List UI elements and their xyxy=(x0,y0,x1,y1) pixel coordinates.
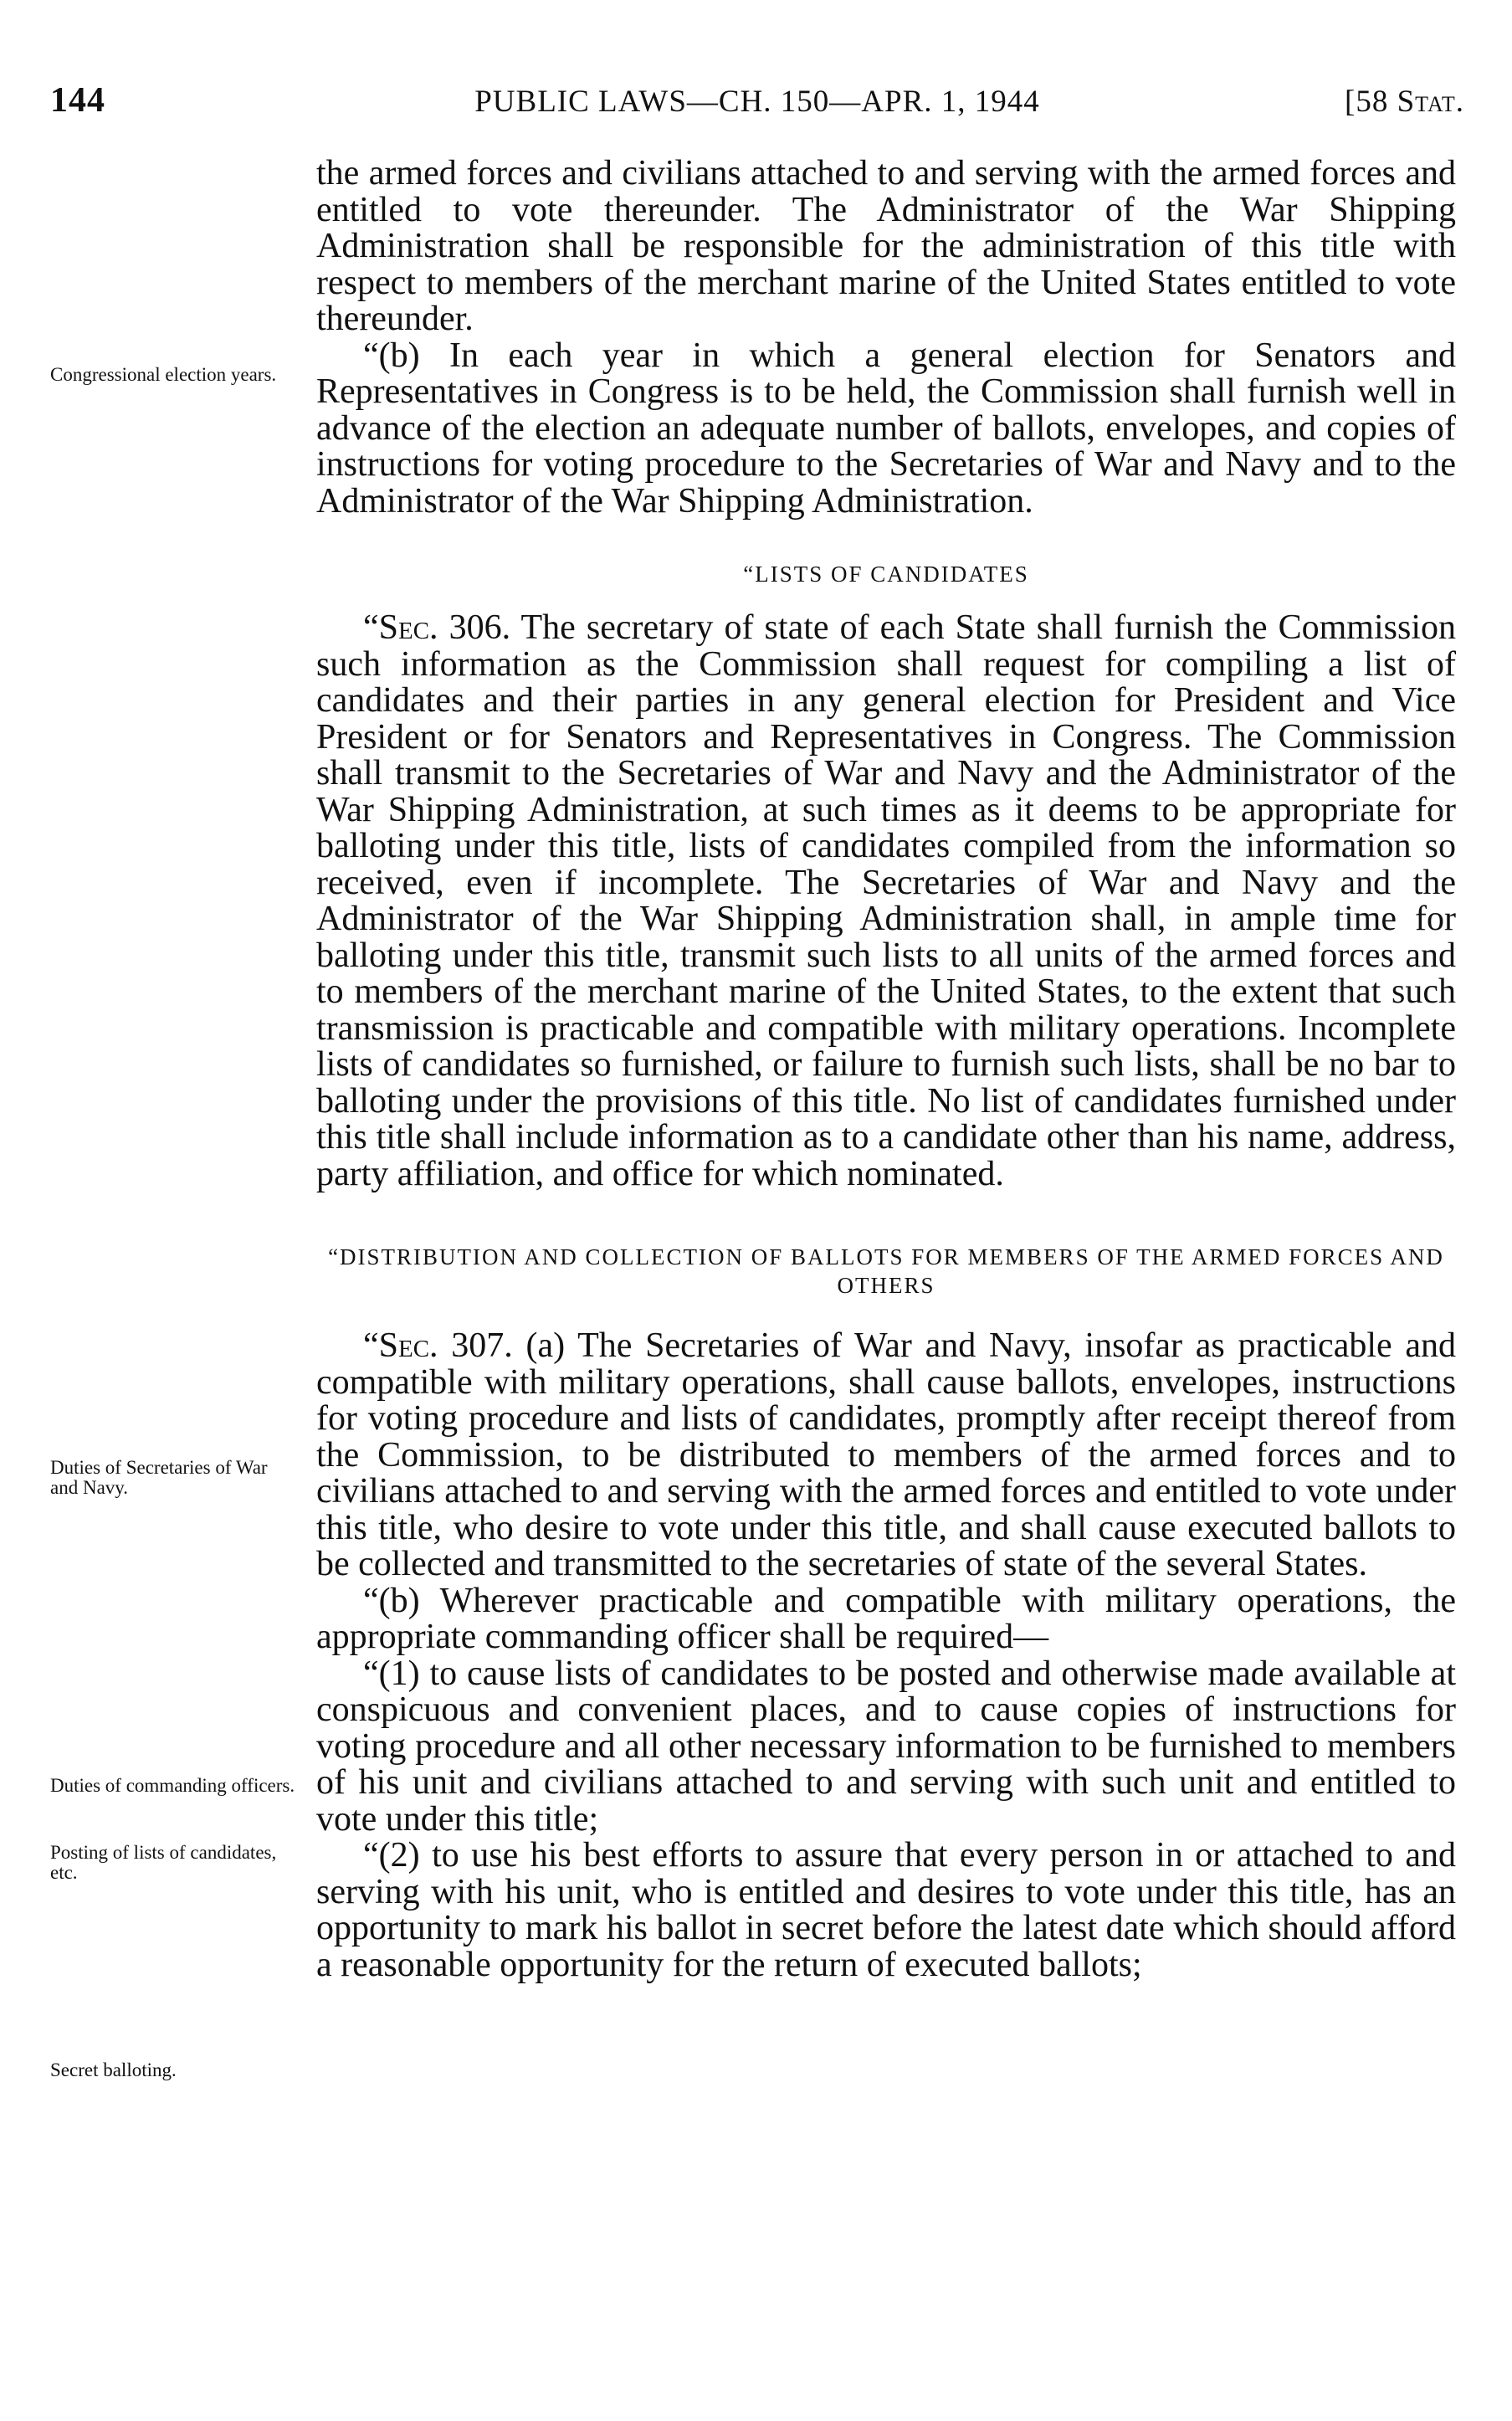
paragraph-sec307b: “(b) Wherever practicable and compatible with military operations, the appropriate commanding officer shall be required— xyxy=(316,1581,1456,1656)
sec306-text: The secretary of state of each State shall furnish the Commission such information as the Commission shall request for compiling a list of candidates and their parties in any general election for President and Vice President or for Senators and Representatives in Congress. The Commission shall transmit to the Secretaries of War and Navy and the Administrator of the War Shipping Administration, at such times as it deems to be appropriate for balloting under this title, lists of candidates compiled from the information so received, even if incomplete. The Secretaries of War and Navy and the Administrator of the War Shipping Administration shall, in ample time for balloting under this title, transmit such lists to all units of the armed forces and to members of the merchant marine of the United States, to the extent that such transmission is practicable and compatible with military operations. Incomplete lists of candidates so furnished, or failure to furnish such lists, shall be no bar to balloting under the provisions of this title. No list of candidates furnished under this title shall include information as to a candidate other than his name, address, party affiliation, and office for which nominated. xyxy=(316,608,1456,1193)
section-label-306: “Sec. 306. xyxy=(363,608,511,647)
page-number: 144 xyxy=(50,81,105,120)
heading-lists-of-candidates: “LISTS OF CANDIDATES xyxy=(743,562,1029,587)
margin-note-congressional-election-years: Congressional election years. xyxy=(50,364,277,385)
paragraph-sec307b1: “(1) to cause lists of candidates to be posted and otherwise made available at conspicuous and convenient places, and to cause copies of instructions for voting procedure and all other necessary information to be furnished to members of his unit and civilians attached to and serving with such unit and entitled to vote under this title; xyxy=(316,1654,1456,1839)
margin-note-posting-lists: Posting of lists of candidates, etc. xyxy=(50,1842,277,1883)
heading-distribution-collection: “DISTRIBUTION AND COLLECTION OF BALLOTS FOR MEMBERS OF THE ARMED FORCES AND OTHERS xyxy=(328,1244,1444,1298)
running-title: PUBLIC LAWS—CH. 150—APR. 1, 1944 xyxy=(474,85,1040,119)
volume-reference: [58 Stat. xyxy=(1345,85,1464,119)
paragraph-sec306 xyxy=(316,610,1456,1193)
continuation-paragraph: the armed forces and civilians attached to and serving with the armed forces and entitled to vote thereunder. The Administrator of the War Shipping Administration shall be responsible for the administration of this title with respect to members of the merchant marine of the United States entitled to vote thereunder. xyxy=(316,154,1456,338)
margin-note-secret-balloting: Secret balloting. xyxy=(50,2059,177,2080)
page-header xyxy=(50,80,1464,122)
margin-note-duties-commanding-officers: Duties of commanding officers. xyxy=(50,1775,295,1796)
margin-note-duties-secretaries: Duties of Secretaries of War and Navy. xyxy=(50,1457,268,1498)
paragraph-sec307b2: “(2) to use his best efforts to assure that every person in or attached to and serving with his unit, who is entitled and desires to vote under this title, has an opportunity to mark his ballot in secret before the latest date which should afford a reasonable opportunity for the return of executed ballots; xyxy=(316,1836,1456,1984)
paragraph-sec307a xyxy=(316,1328,1456,1583)
main-text xyxy=(316,156,1456,1983)
paragraph-sec305b: “(b) In each year in which a general election for Senators and Representatives in Congress is to be held, the Commission shall furnish well in advance of the election an adequate number of ballots, envelopes, and copies of instructions for voting procedure to the Secretaries of War and Navy and to the Administrator of the War Shipping Administration. xyxy=(316,336,1456,521)
section-label-307: “Sec. 307. xyxy=(363,1326,513,1365)
sec307a-text: (a) The Secretaries of War and Navy, insofar as practicable and compatible with military operations, shall cause ballots, envelopes, instructions for voting procedure and lists of candidates, promptly after receipt thereof from the Commission, to be distributed to members of the armed forces and to civilians attached to and serving with the armed forces and entitled to vote under this title, who desire to vote under this title, and shall cause executed ballots to be collected and transmitted to the secretaries of state of the several States. xyxy=(316,1326,1456,1583)
